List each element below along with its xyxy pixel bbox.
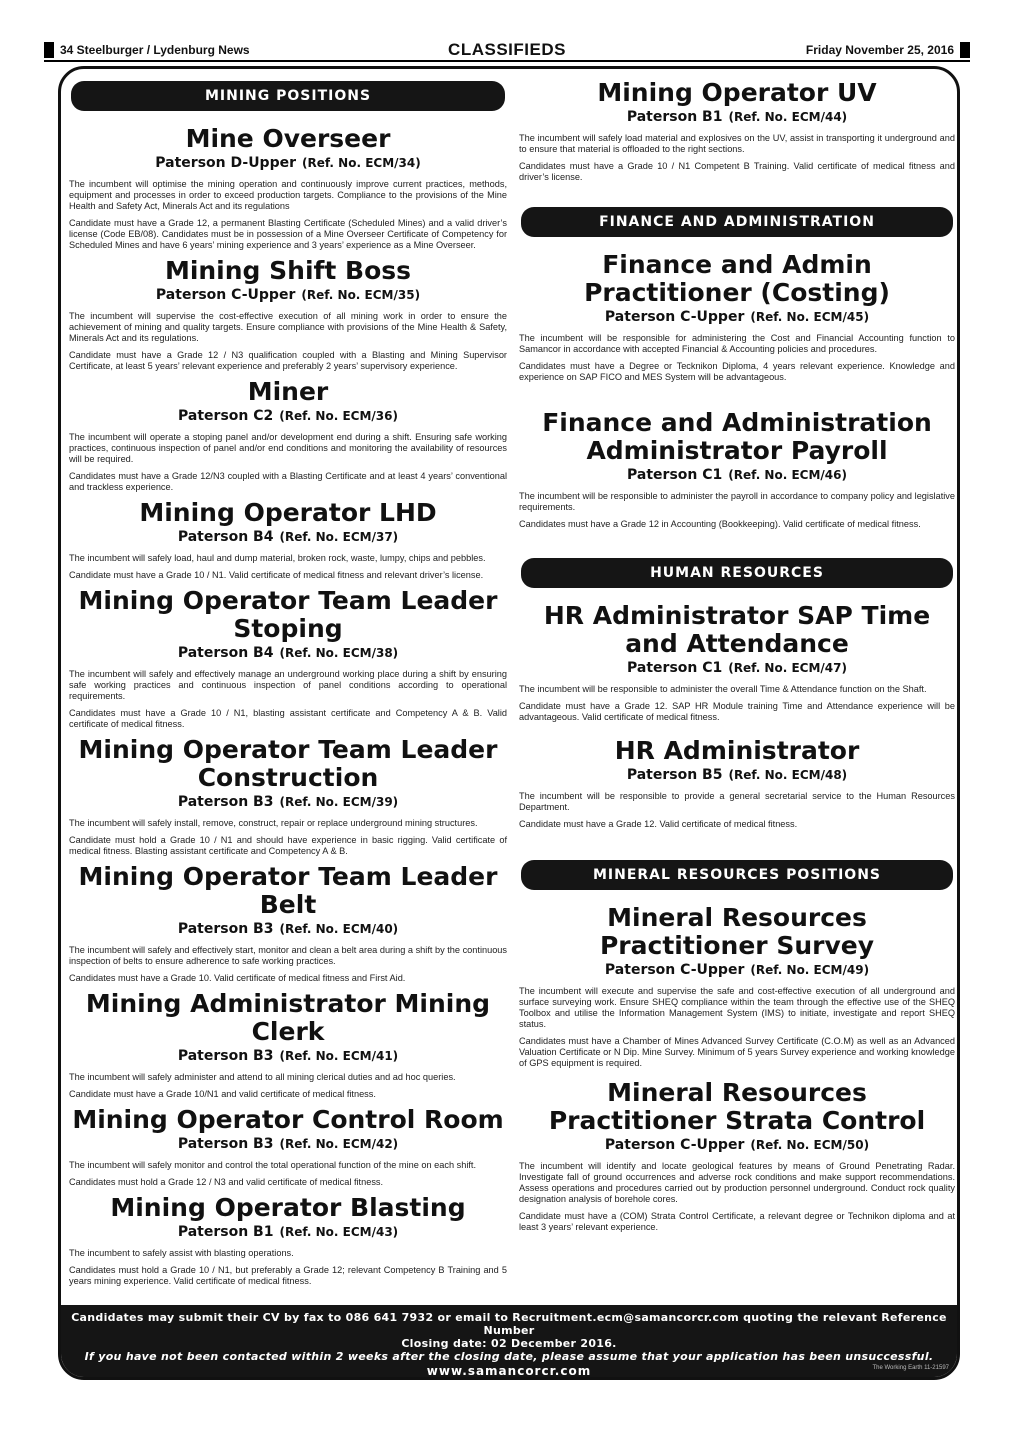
job-listing bbox=[69, 257, 507, 372]
reference-number: (Ref. No. ECM/41) bbox=[279, 1049, 399, 1063]
job-listing bbox=[69, 378, 507, 493]
job-listing bbox=[69, 1106, 507, 1188]
paterson-grade: Paterson B1 bbox=[626, 109, 723, 125]
job-listing bbox=[519, 737, 955, 830]
job-requirements: Candidates must have a Grade 10. Valid certificate of medical fitness and First Aid. bbox=[69, 973, 406, 983]
job-listing bbox=[69, 587, 507, 730]
job-grade-line bbox=[519, 766, 955, 784]
paterson-grade: Paterson C-Upper bbox=[155, 287, 296, 303]
reference-number: (Ref. No. ECM/37) bbox=[279, 530, 399, 544]
section-header-finance: FINANCE AND ADMINISTRATION bbox=[521, 207, 953, 237]
reference-number: (Ref. No. ECM/40) bbox=[279, 922, 399, 936]
job-listing bbox=[69, 736, 507, 857]
job-listing bbox=[69, 125, 507, 251]
paterson-grade: Paterson C-Upper bbox=[604, 1137, 745, 1153]
job-requirements: Candidates must have a Grade 10 / N1 Competent B Training. Valid certificate of medical fitness and driver’s license. bbox=[519, 161, 955, 182]
job-grade-line bbox=[519, 1136, 955, 1154]
job-title: Mining Shift Boss bbox=[164, 256, 412, 285]
paterson-grade: Paterson B4 bbox=[177, 529, 274, 545]
job-requirements: Candidates must have a Chamber of Mines Advanced Survey Certificate (C.O.M) as well as an Advanced Valuation Certificate or N Dip. Mine Survey. Minimum of 5 years Survey experience and working knowledge of GPS equipment is required. bbox=[519, 1036, 955, 1068]
job-requirements: Candidates must hold a Grade 10 / N1, but preferably a Grade 12; relevant Competency B Training and 5 years mining experience. Valid certificate of medical fitness. bbox=[69, 1265, 507, 1286]
paterson-grade: Paterson D-Upper bbox=[155, 155, 296, 171]
job-grade-line bbox=[519, 466, 955, 484]
job-requirements: Candidate must have a (COM) Strata Control Certificate, a relevant degree or Technikon diploma and at least 3 years’ relevant experience. bbox=[519, 1211, 955, 1232]
paterson-grade: Paterson B3 bbox=[177, 921, 274, 937]
job-description: The incumbent will safely administer and attend to all mining clerical duties and ad hoc queries. bbox=[69, 1072, 456, 1082]
job-requirements: Candidates must have a Grade 12 in Accounting (Bookkeeping). Valid certificate of medical fitness. bbox=[519, 519, 921, 529]
job-description: The incumbent will safely and effectively manage an underground working place during a shift by ensuring safe working practices and continuous inspection of panel conditions according to operational requirements. bbox=[69, 669, 507, 701]
finance-job-list bbox=[519, 251, 955, 530]
paterson-grade: Paterson B1 bbox=[177, 1224, 274, 1240]
job-requirements: Candidate must have a Grade 10 / N1. Valid certificate of medical fitness and relevant driver’s license. bbox=[69, 570, 484, 580]
reference-number: (Ref. No. ECM/45) bbox=[750, 310, 870, 324]
job-description: The incumbent will safely load material and explosives on the UV, assist in transporting it underground and to ensure that material is offloaded to the right sections. bbox=[519, 133, 955, 154]
masthead-rule bbox=[44, 60, 970, 62]
issue-date: Friday November 25, 2016 bbox=[806, 42, 970, 58]
job-requirements: Candidate must hold a Grade 10 / N1 and should have experience in basic rigging. Valid certificate of medical fitness. Blasting assistant certificate and Competency A & B. bbox=[69, 835, 507, 856]
job-listing bbox=[69, 990, 507, 1100]
company-website-link[interactable]: www.samancorcr.com bbox=[426, 1364, 592, 1378]
job-grade-line bbox=[69, 644, 507, 662]
job-title: Mining Operator Team Leader Construction bbox=[78, 735, 498, 792]
section-header-hr: HUMAN RESOURCES bbox=[521, 558, 953, 588]
paterson-grade: Paterson B3 bbox=[177, 1048, 274, 1064]
job-requirements: Candidates must have a Grade 12/N3 coupled with a Blasting Certificate and at least 4 years’ conventional and trackless experience. bbox=[69, 471, 507, 492]
paterson-grade: Paterson B3 bbox=[177, 794, 274, 810]
job-listing bbox=[519, 251, 955, 383]
mining-job-list-continued bbox=[519, 79, 955, 183]
reference-number: (Ref. No. ECM/34) bbox=[302, 156, 421, 170]
section-header-mineral: MINERAL RESOURCES POSITIONS bbox=[521, 860, 953, 890]
job-grade-line bbox=[69, 1223, 507, 1241]
job-listing bbox=[519, 409, 955, 530]
job-description: The incumbent will execute and supervise the safe and cost-effective execution of all underground and surface surveying work. Ensure SHEQ compliance within the team through the effective use of the SHEQ Toolbox and utilise the Information Management System (IMS) to initiate, investigate and report SHEQ status. bbox=[519, 986, 955, 1029]
job-grade-line bbox=[69, 154, 507, 172]
job-grade-line bbox=[69, 920, 507, 938]
job-title: Finance and Administration Administrator Payroll bbox=[542, 408, 932, 465]
reference-number: (Ref. No. ECM/48) bbox=[728, 768, 848, 782]
job-requirements: Candidate must have a Grade 10/N1 and valid certificate of medical fitness. bbox=[69, 1089, 376, 1099]
job-listing bbox=[519, 1079, 955, 1233]
job-title: Mining Operator UV bbox=[597, 78, 877, 107]
job-grade-line bbox=[519, 308, 955, 326]
paterson-grade: Paterson B3 bbox=[177, 1136, 274, 1152]
job-description: The incumbent will operate a stoping panel and/or development end during a shift. Ensuring safe working practices, continuous inspection of panel and/or end conditions and monitoring the availability of resources will be required. bbox=[69, 432, 507, 464]
job-listing bbox=[519, 602, 955, 723]
job-grade-line bbox=[519, 961, 955, 979]
job-requirements: Candidates must have a Degree or Tecknikon Diploma, 4 years relevant experience. Knowledge and experience on SAP FICO and MES System will be advantageous. bbox=[519, 361, 955, 382]
job-grade-line bbox=[69, 528, 507, 546]
reference-number: (Ref. No. ECM/46) bbox=[728, 468, 847, 482]
job-description: The incumbent will safely install, remove, construct, repair or replace underground mining structures. bbox=[69, 818, 478, 828]
job-requirements: Candidates must have a Grade 10 / N1, blasting assistant certificate and Competency A & B. Valid certificate of medical fitness. bbox=[69, 708, 507, 729]
application-instructions-band bbox=[61, 1305, 957, 1377]
job-title: Mining Operator Team Leader Stoping bbox=[78, 586, 498, 643]
job-grade-line bbox=[519, 108, 955, 126]
job-title: Mining Operator Control Room bbox=[72, 1105, 504, 1134]
reference-number: (Ref. No. ECM/44) bbox=[728, 110, 848, 124]
job-title: Miner bbox=[247, 377, 329, 406]
paterson-grade: Paterson B4 bbox=[177, 645, 274, 661]
application-instructions: Candidates may submit their CV by fax to 086 641 7932 or email to Recruitment.ecm@samancorcr.com quoting the relevant Reference Number bbox=[71, 1311, 947, 1337]
job-listing bbox=[69, 499, 507, 581]
agency-credit: The Working Earth 11-21597 bbox=[872, 1365, 949, 1371]
job-title: Mining Operator Team Leader Belt bbox=[78, 862, 498, 919]
job-listing bbox=[519, 79, 955, 183]
unsuccessful-notice: If you have not been contacted within 2 weeks after the closing date, please assume that your application has been unsuccessful. bbox=[84, 1350, 934, 1363]
paterson-grade: Paterson C-Upper bbox=[604, 309, 745, 325]
job-grade-line bbox=[69, 407, 507, 425]
job-description: The incumbent will identify and locate geological features by means of Ground Penetrating Radar. Investigate fall of ground occurrences and adverse rock conditions and make support recommendations. Assess operations and procedures carried out by production personnel underground. Conduct rock quality designation analysis of borehole cores. bbox=[519, 1161, 955, 1204]
job-description: The incumbent will supervise the cost-effective execution of all mining work in order to ensure the achievement of mining and quality targets. Ensure compliance with provisions of the Mine Health & Safety, Minerals Act and its regulations. bbox=[69, 311, 507, 343]
job-description: The incumbent will be responsible to administer the payroll in accordance to company policy and legislative requirements. bbox=[519, 491, 955, 512]
job-grade-line bbox=[69, 1047, 507, 1065]
reference-number: (Ref. No. ECM/42) bbox=[279, 1137, 399, 1151]
job-description: The incumbent will safely monitor and control the total operational function of the mine on each shift. bbox=[69, 1160, 477, 1170]
job-title: Mineral Resources Practitioner Strata Control bbox=[548, 1078, 926, 1135]
job-description: The incumbent will optimise the mining operation and continuously improve current practices, methods, equipment and processes in order to exceed production targets. Compliance to the provisions of the Mine Health and Safety Act, Minerals Act and its regulations bbox=[69, 179, 507, 211]
job-description: The incumbent to safely assist with blasting operations. bbox=[69, 1248, 294, 1258]
section-name: CLASSIFIEDS bbox=[448, 40, 566, 59]
reference-number: (Ref. No. ECM/43) bbox=[279, 1225, 399, 1239]
page-number-publication: 34 Steelburger / Lydenburg News bbox=[44, 42, 250, 58]
reference-number: (Ref. No. ECM/49) bbox=[750, 963, 870, 977]
reference-number: (Ref. No. ECM/36) bbox=[279, 409, 398, 423]
left-column bbox=[69, 79, 507, 1293]
section-header-mining: MINING POSITIONS bbox=[71, 81, 505, 111]
newspaper-masthead bbox=[44, 42, 970, 60]
paterson-grade: Paterson C1 bbox=[627, 660, 723, 676]
job-description: The incumbent will be responsible to administer the overall Time & Attendance function on the Shaft. bbox=[519, 684, 927, 694]
job-listing bbox=[69, 1194, 507, 1287]
job-listing bbox=[519, 904, 955, 1069]
job-title: HR Administrator bbox=[614, 736, 860, 765]
right-column bbox=[519, 79, 955, 1243]
paterson-grade: Paterson B5 bbox=[626, 767, 723, 783]
job-requirements: Candidate must have a Grade 12. SAP HR Module training Time and Attendance experience will be advantageous. Valid certificate of medical fitness. bbox=[519, 701, 955, 722]
job-grade-line bbox=[69, 286, 507, 304]
job-listing bbox=[69, 863, 507, 984]
mineral-job-list bbox=[519, 904, 955, 1233]
job-requirements: Candidates must hold a Grade 12 / N3 and valid certificate of medical fitness. bbox=[69, 1177, 384, 1187]
job-description: The incumbent will be responsible for administering the Cost and Financial Accounting function to Samancor in accordance with accepted Financial & Accounting policies and procedures. bbox=[519, 333, 955, 354]
hr-job-list bbox=[519, 602, 955, 830]
advert-frame bbox=[58, 66, 960, 1380]
job-description: The incumbent will safely and effectively start, monitor and clean a belt area during a shift by the continuous inspection of belts to ensure adherence to safe working practices. bbox=[69, 945, 508, 966]
job-requirements: Candidate must have a Grade 12. Valid certificate of medical fitness. bbox=[519, 819, 798, 829]
paterson-grade: Paterson C2 bbox=[178, 408, 274, 424]
job-title: Mining Administrator Mining Clerk bbox=[85, 989, 491, 1046]
reference-number: (Ref. No. ECM/38) bbox=[279, 646, 399, 660]
job-description: The incumbent will be responsible to provide a general secretarial service to the Human Resources Department. bbox=[519, 791, 955, 812]
job-description: The incumbent will safely load, haul and dump material, broken rock, waste, lumpy, chips and pebbles. bbox=[69, 553, 486, 563]
reference-number: (Ref. No. ECM/47) bbox=[728, 661, 847, 675]
job-title: Finance and Admin Practitioner (Costing) bbox=[584, 250, 890, 307]
job-grade-line bbox=[519, 659, 955, 677]
job-requirements: Candidate must have a Grade 12 / N3 qualification coupled with a Blasting and Mining Supervisor Certificate, at least 5 years’ relevant experience and preferably 2 years’ supervisory experience. bbox=[69, 350, 507, 371]
job-requirements: Candidate must have a Grade 12, a permanent Blasting Certificate (Scheduled Mines) and a valid driver’s license (Code EB/08). Candidates must be in possession of a Mine Overseer Certificate of Competency for Scheduled Mines and have 6 years’ mining experience and 3 years’ experience as a Mine Overseer. bbox=[69, 218, 507, 250]
job-title: HR Administrator SAP Time and Attendance bbox=[543, 601, 931, 658]
job-title: Mine Overseer bbox=[185, 124, 391, 153]
job-title: Mineral Resources Practitioner Survey bbox=[599, 903, 875, 960]
reference-number: (Ref. No. ECM/50) bbox=[750, 1138, 870, 1152]
job-title: Mining Operator LHD bbox=[139, 498, 437, 527]
job-grade-line bbox=[69, 1135, 507, 1153]
closing-date: Closing date: 02 December 2016. bbox=[401, 1337, 617, 1350]
reference-number: (Ref. No. ECM/35) bbox=[301, 288, 421, 302]
paterson-grade: Paterson C-Upper bbox=[604, 962, 745, 978]
job-title: Mining Operator Blasting bbox=[110, 1193, 466, 1222]
reference-number: (Ref. No. ECM/39) bbox=[279, 795, 399, 809]
paterson-grade: Paterson C1 bbox=[627, 467, 723, 483]
mining-job-list bbox=[69, 125, 507, 1287]
job-grade-line bbox=[69, 793, 507, 811]
